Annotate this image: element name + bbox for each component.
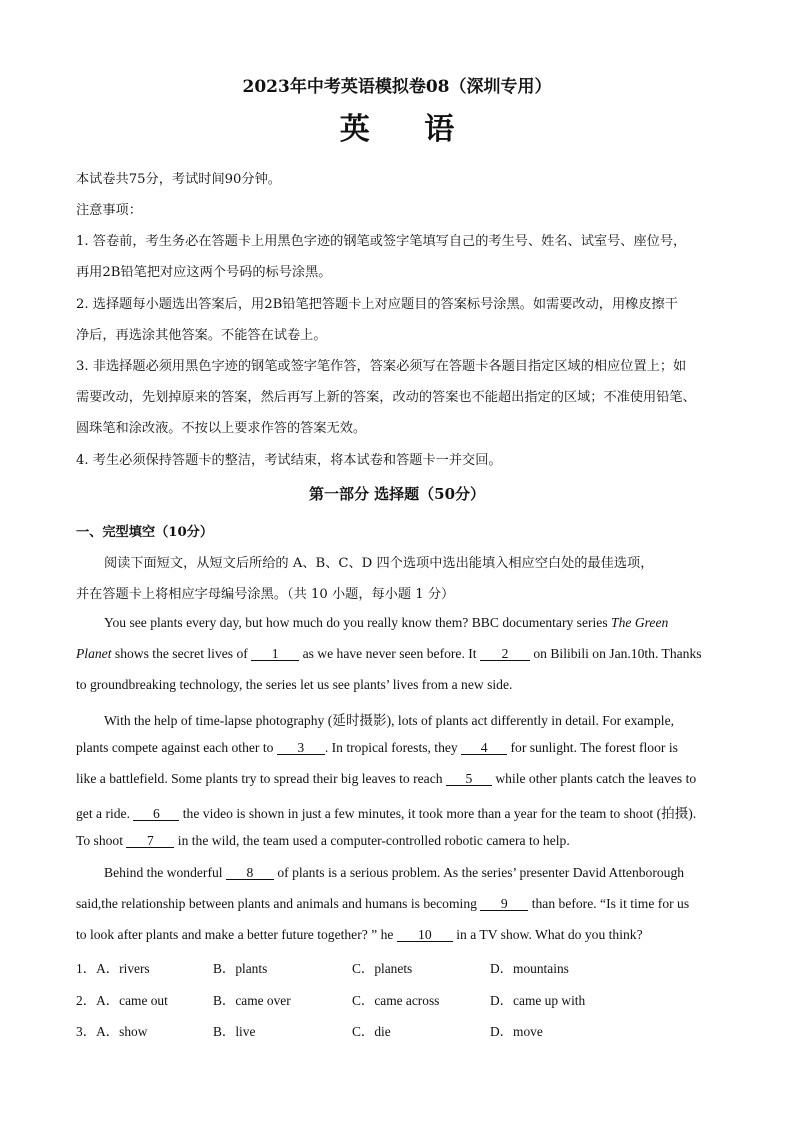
question-3-option-a[interactable]: 3．A．show [76,1024,148,1039]
passage-line: plants compete against each other to 3 . In tropical forests, they 4 for sunlight. The forest floor is [76,740,678,755]
question-2-option-b[interactable]: B．came over [213,993,291,1008]
note-1-line-1: 1. 答卷前，考生务必在答题卡上用黑色字迹的钢笔或签字笔填写自己的考生号、姓名、试室号、座位号， [76,234,687,249]
blank-10[interactable]: 10 [397,928,453,942]
passage-line: to look after plants and make a better future together? ” he 10 in a TV show. What do you think? [76,927,643,942]
question-3-option-d[interactable]: D．move [490,1024,543,1039]
note-3-line-3: 圆珠笔和涂改液。不按以上要求作答的答案无效。 [76,421,367,436]
blank-1[interactable]: 1 [251,647,299,661]
question-2-option-c[interactable]: C．came across [352,993,440,1008]
passage-line: like a battlefield. Some plants try to spread their big leaves to reach 5 while other plants catch the leaves to [76,771,697,786]
blank-7[interactable]: 7 [126,834,174,848]
question-2-option-a[interactable]: 2．A．came out [76,993,168,1008]
note-2-line-2: 净后，再选涂其他答案。不能答在试卷上。 [76,328,327,343]
passage-line: Behind the wonderful 8 of plants is a serious problem. As the series’ presenter David Attenborough [104,865,685,880]
question-1-option-a[interactable]: 1．A．rivers [76,961,150,976]
passage-line: said,the relationship between plants and animals and humans is becoming 9 than before. “Is it time for us [76,896,690,911]
part-1-title: 第一部分 选择题（50分） [308,485,486,503]
question-1-option-d[interactable]: D．mountains [490,961,569,976]
passage-line: get a ride. 6 the video is shown in just a few minutes, it took more than a year for the team to shoot (拍摄). [76,806,697,821]
notes-title: 注意事项： [76,203,142,218]
directions-line-2: 并在答题卡上将相应字母编号涂黑。（共 10 小题，每小题 1 分） [76,587,455,602]
passage-line: Planet shows the secret lives of 1 as we have never seen before. It 2 on Bilibili on Jan.10th. Thanks [76,646,702,661]
subject-title: 英 语 [339,112,477,147]
note-3-line-1: 3. 非选择题必须用黑色字迹的钢笔或签字笔作答，答案必须写在答题卡各题目指定区域的相应位置上；如 [76,359,687,374]
exam-title: 2023年中考英语模拟卷08（深圳专用） [242,77,552,97]
question-3-option-b[interactable]: B．live [213,1024,256,1039]
blank-2[interactable]: 2 [480,647,530,661]
blank-8[interactable]: 8 [226,866,274,880]
blank-9[interactable]: 9 [480,897,528,911]
section-cloze-title: 一、完型填空（10分） [76,525,214,540]
directions-line-1: 阅读下面短文，从短文后所给的 A、B、C、D 四个选项中选出能填入相应空白处的最佳选项， [104,556,654,571]
blank-4[interactable]: 4 [461,741,507,755]
question-2-option-d[interactable]: D．came up with [490,993,586,1008]
passage-line: With the help of time-lapse photography (延时摄影), lots of plants act differently in detail. For example, [104,713,675,728]
note-3-line-2: 需要改动，先划掉原来的答案，然后再写上新的答案，改动的答案也不能超出指定的区域；不准使用铅笔、 [76,390,696,405]
question-3-option-c[interactable]: C．die [352,1024,391,1039]
note-2-line-1: 2. 选择题每小题选出答案后，用2B铅笔把答题卡上对应题目的答案标号涂黑。如需要改动，用橡皮擦干 [76,297,678,312]
blank-6[interactable]: 6 [133,807,179,821]
blank-5[interactable]: 5 [446,772,492,786]
note-4: 4. 考生必须保持答题卡的整洁，考试结束，将本试卷和答题卡一并交回。 [76,453,502,468]
score-time-info: 本试卷共75分，考试时间90分钟。 [76,172,281,187]
note-1-line-2: 再用2B铅笔把对应这两个号码的标号涂黑。 [76,265,332,280]
question-1-option-b[interactable]: B．plants [213,961,268,976]
question-1-option-c[interactable]: C．planets [352,961,413,976]
passage-line: To shoot 7 in the wild, the team used a computer-controlled robotic camera to help. [76,833,570,848]
passage-line: You see plants every day, but how much do you really know them? BBC documentary series The Green [104,615,669,630]
blank-3[interactable]: 3 [277,741,325,755]
passage-line: to groundbreaking technology, the series let us see plants’ lives from a new side. [76,677,513,692]
